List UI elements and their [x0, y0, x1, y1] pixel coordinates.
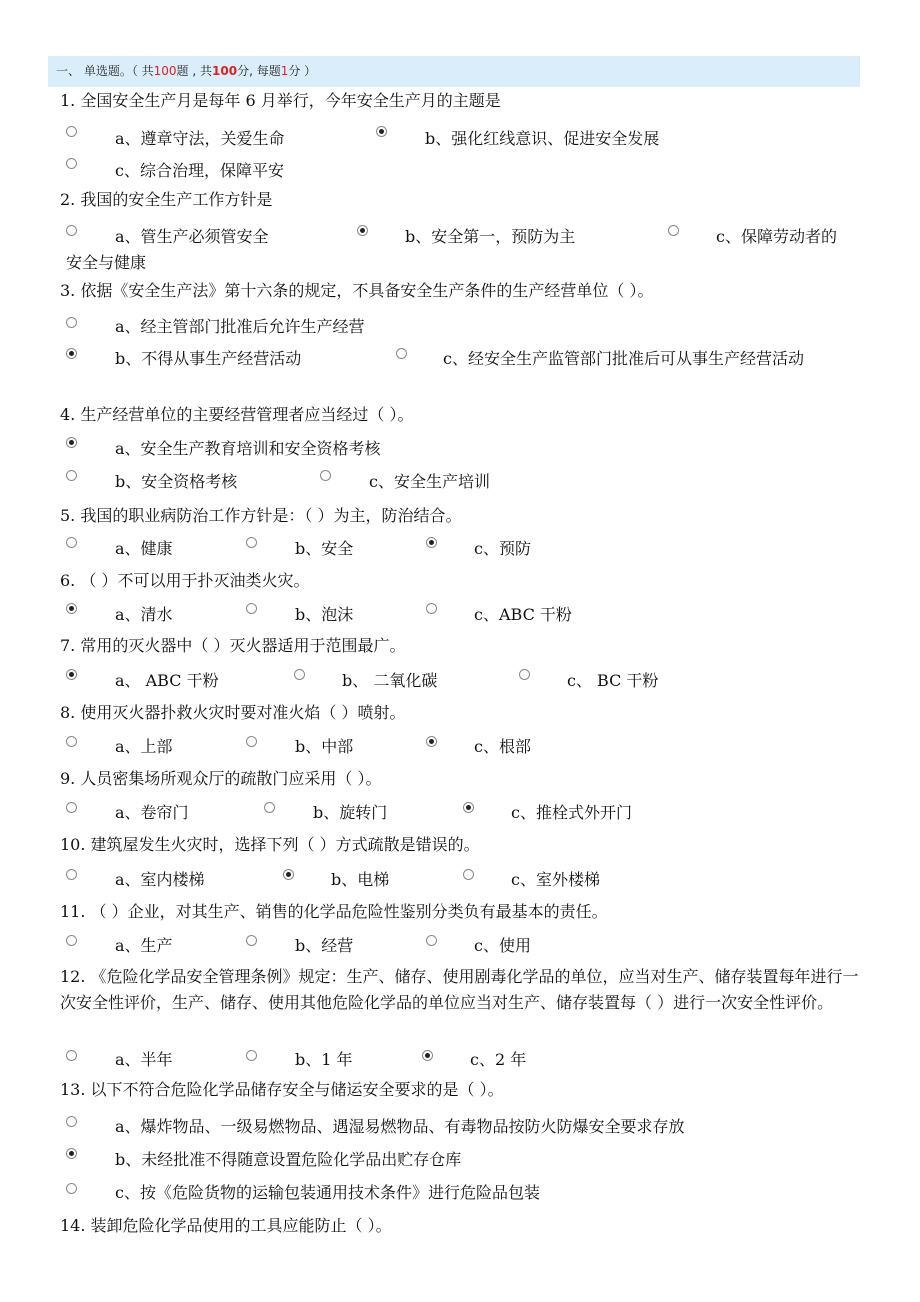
question-12-option-b[interactable]: b、1 年 — [295, 1050, 353, 1069]
question-4-radio-c[interactable] — [320, 470, 331, 481]
question-7-radio-a[interactable] — [66, 669, 77, 680]
question-12-option-c[interactable]: c、2 年 — [470, 1050, 527, 1069]
question-5-radio-b[interactable] — [246, 537, 257, 548]
question-11-radio-b[interactable] — [246, 935, 257, 946]
question-6-radio-a[interactable] — [66, 603, 77, 614]
question-3-option-c[interactable]: c、经安全生产监管部门批准后可从事生产经营活动 — [443, 349, 804, 368]
section-header: 一、 单选题。（ 共100题 , 共100分, 每题1分 ） — [48, 56, 860, 87]
question-13-option-b[interactable]: b、未经批准不得随意设置危险化学品出贮存仓库 — [115, 1150, 462, 1169]
question-6-option-b[interactable]: b、泡沫 — [295, 605, 354, 624]
question-7-option-c[interactable]: c、 BC 干粉 — [567, 671, 659, 690]
question-14-text: 14. 装卸危险化学品使用的工具应能防止（ ）。 — [60, 1216, 392, 1235]
question-3-radio-a[interactable] — [66, 317, 77, 328]
question-9-option-a[interactable]: a、卷帘门 — [115, 803, 189, 822]
question-4-text: 4. 生产经营单位的主要经营管理者应当经过（ ）。 — [60, 405, 414, 424]
question-4-radio-a[interactable] — [66, 437, 77, 448]
question-8-radio-c[interactable] — [426, 736, 437, 747]
question-5-option-c[interactable]: c、预防 — [474, 539, 531, 558]
question-12-text: 12. 《危险化学品安全管理条例》规定：生产、储存、使用剧毒化学品的单位，应当对生产、储存装置每年进行一次安全性评价，生产、储存、使用其他危险化学品的单位应当对生产、储存装置每（ ）进行一次安全性评价。 — [60, 967, 859, 1012]
question-11-option-c[interactable]: c、使用 — [474, 936, 531, 955]
question-4-option-c[interactable]: c、安全生产培训 — [369, 472, 490, 491]
question-7-radio-b[interactable] — [294, 669, 305, 680]
question-2-option-b[interactable]: b、安全第一，预防为主 — [405, 227, 576, 246]
question-6-text: 6. （ ）不可以用于扑灭油类火灾。 — [60, 571, 310, 590]
question-count: 100 — [153, 64, 177, 78]
question-13-radio-a[interactable] — [66, 1116, 77, 1127]
question-10-option-a[interactable]: a、室内楼梯 — [115, 870, 205, 889]
question-1-text: 1. 全国安全生产月是每年 6 月举行，今年安全生产月的主题是 — [60, 91, 501, 110]
question-9-radio-a[interactable] — [66, 802, 77, 813]
question-1-radio-b[interactable] — [376, 126, 387, 137]
question-9-radio-b[interactable] — [264, 802, 275, 813]
question-1-radio-c[interactable] — [66, 158, 77, 169]
question-6-option-c[interactable]: c、ABC 干粉 — [474, 605, 572, 624]
question-4-option-b[interactable]: b、安全资格考核 — [115, 472, 238, 491]
question-3-radio-b[interactable] — [66, 348, 77, 359]
question-3-radio-c[interactable] — [396, 348, 407, 359]
question-6-radio-b[interactable] — [246, 603, 257, 614]
question-13-option-a[interactable]: a、爆炸物品、一级易燃物品、遇湿易燃物品、有毒物品按防火防爆安全要求存放 — [115, 1117, 685, 1136]
question-11-radio-a[interactable] — [66, 935, 77, 946]
question-8-option-c[interactable]: c、根部 — [474, 737, 531, 756]
question-4-option-a[interactable]: a、安全生产教育培训和安全资格考核 — [115, 439, 381, 458]
question-12-option-a[interactable]: a、半年 — [115, 1050, 173, 1069]
question-13-radio-b[interactable] — [66, 1148, 77, 1159]
score-per-question: 1 — [280, 64, 289, 78]
question-2-radio-b[interactable] — [357, 225, 368, 236]
question-2-text: 2. 我国的安全生产工作方针是 — [60, 190, 273, 209]
question-8-radio-b[interactable] — [246, 736, 257, 747]
question-2-option-c[interactable]: c、保障劳动者的 — [716, 227, 837, 246]
question-3-text: 3. 依据《安全生产法》第十六条的规定，不具备安全生产条件的生产经营单位（ ）。 — [60, 281, 654, 300]
question-2-option-a[interactable]: a、管生产必须管安全 — [115, 227, 269, 246]
question-9-option-b[interactable]: b、旋转门 — [313, 803, 388, 822]
question-10-option-b[interactable]: b、电梯 — [331, 870, 390, 889]
question-10-radio-a[interactable] — [66, 869, 77, 880]
question-11-option-b[interactable]: b、经营 — [295, 936, 354, 955]
question-7-text: 7. 常用的灭火器中（ ）灭火器适用于范围最广。 — [60, 636, 406, 655]
question-5-radio-a[interactable] — [66, 537, 77, 548]
question-10-radio-b[interactable] — [283, 869, 294, 880]
question-9-option-c[interactable]: c、推栓式外开门 — [511, 803, 632, 822]
question-9-radio-c[interactable] — [463, 802, 474, 813]
question-1-radio-a[interactable] — [66, 126, 77, 137]
question-5-option-a[interactable]: a、健康 — [115, 539, 173, 558]
question-13-option-c[interactable]: c、按《危险货物的运输包装通用技术条件》进行危险品包装 — [115, 1183, 540, 1202]
question-10-radio-c[interactable] — [463, 869, 474, 880]
question-12-radio-a[interactable] — [66, 1050, 77, 1061]
question-11-radio-c[interactable] — [426, 935, 437, 946]
question-5-radio-c[interactable] — [426, 537, 437, 548]
question-13-text: 13. 以下不符合危险化学品储存安全与储运安全要求的是（ ）。 — [60, 1080, 504, 1099]
question-1-option-b[interactable]: b、强化红线意识、促进安全发展 — [425, 129, 660, 148]
question-2-option-c-continued: 安全与健康 — [66, 253, 147, 272]
question-1-option-c[interactable]: c、综合治理，保障平安 — [115, 161, 284, 180]
question-7-option-a[interactable]: a、 ABC 干粉 — [115, 671, 219, 690]
question-6-radio-c[interactable] — [426, 603, 437, 614]
question-8-text: 8. 使用灭火器扑救火灾时要对准火焰（ ）喷射。 — [60, 703, 406, 722]
question-2-radio-c[interactable] — [668, 225, 679, 236]
total-score: 100 — [212, 64, 238, 78]
question-12-radio-c[interactable] — [422, 1050, 433, 1061]
question-12-radio-b[interactable] — [246, 1050, 257, 1061]
question-8-radio-a[interactable] — [66, 736, 77, 747]
question-5-text: 5. 我国的职业病防治工作方针是：（ ）为主，防治结合。 — [60, 506, 462, 525]
question-11-text: 11. （ ）企业，对其生产、销售的化学品危险性鉴别分类负有最基本的责任。 — [60, 902, 608, 921]
question-13-radio-c[interactable] — [66, 1183, 77, 1194]
question-10-text: 10. 建筑屋发生火灾时，选择下列（ ）方式疏散是错误的。 — [60, 835, 480, 854]
question-10-option-c[interactable]: c、室外楼梯 — [511, 870, 600, 889]
question-6-option-a[interactable]: a、清水 — [115, 605, 173, 624]
question-7-option-b[interactable]: b、 二氧化碳 — [342, 671, 438, 690]
question-8-option-a[interactable]: a、上部 — [115, 737, 173, 756]
question-4-radio-b[interactable] — [66, 470, 77, 481]
question-5-option-b[interactable]: b、安全 — [295, 539, 354, 558]
question-11-option-a[interactable]: a、生产 — [115, 936, 173, 955]
question-8-option-b[interactable]: b、中部 — [295, 737, 354, 756]
question-9-text: 9. 人员密集场所观众厅的疏散门应采用（ ）。 — [60, 769, 382, 788]
question-7-radio-c[interactable] — [519, 669, 530, 680]
question-3-option-a[interactable]: a、经主管部门批准后允许生产经营 — [115, 317, 365, 336]
question-1-option-a[interactable]: a、遵章守法，关爱生命 — [115, 129, 285, 148]
question-3-option-b[interactable]: b、不得从事生产经营活动 — [115, 349, 302, 368]
question-2-radio-a[interactable] — [66, 225, 77, 236]
